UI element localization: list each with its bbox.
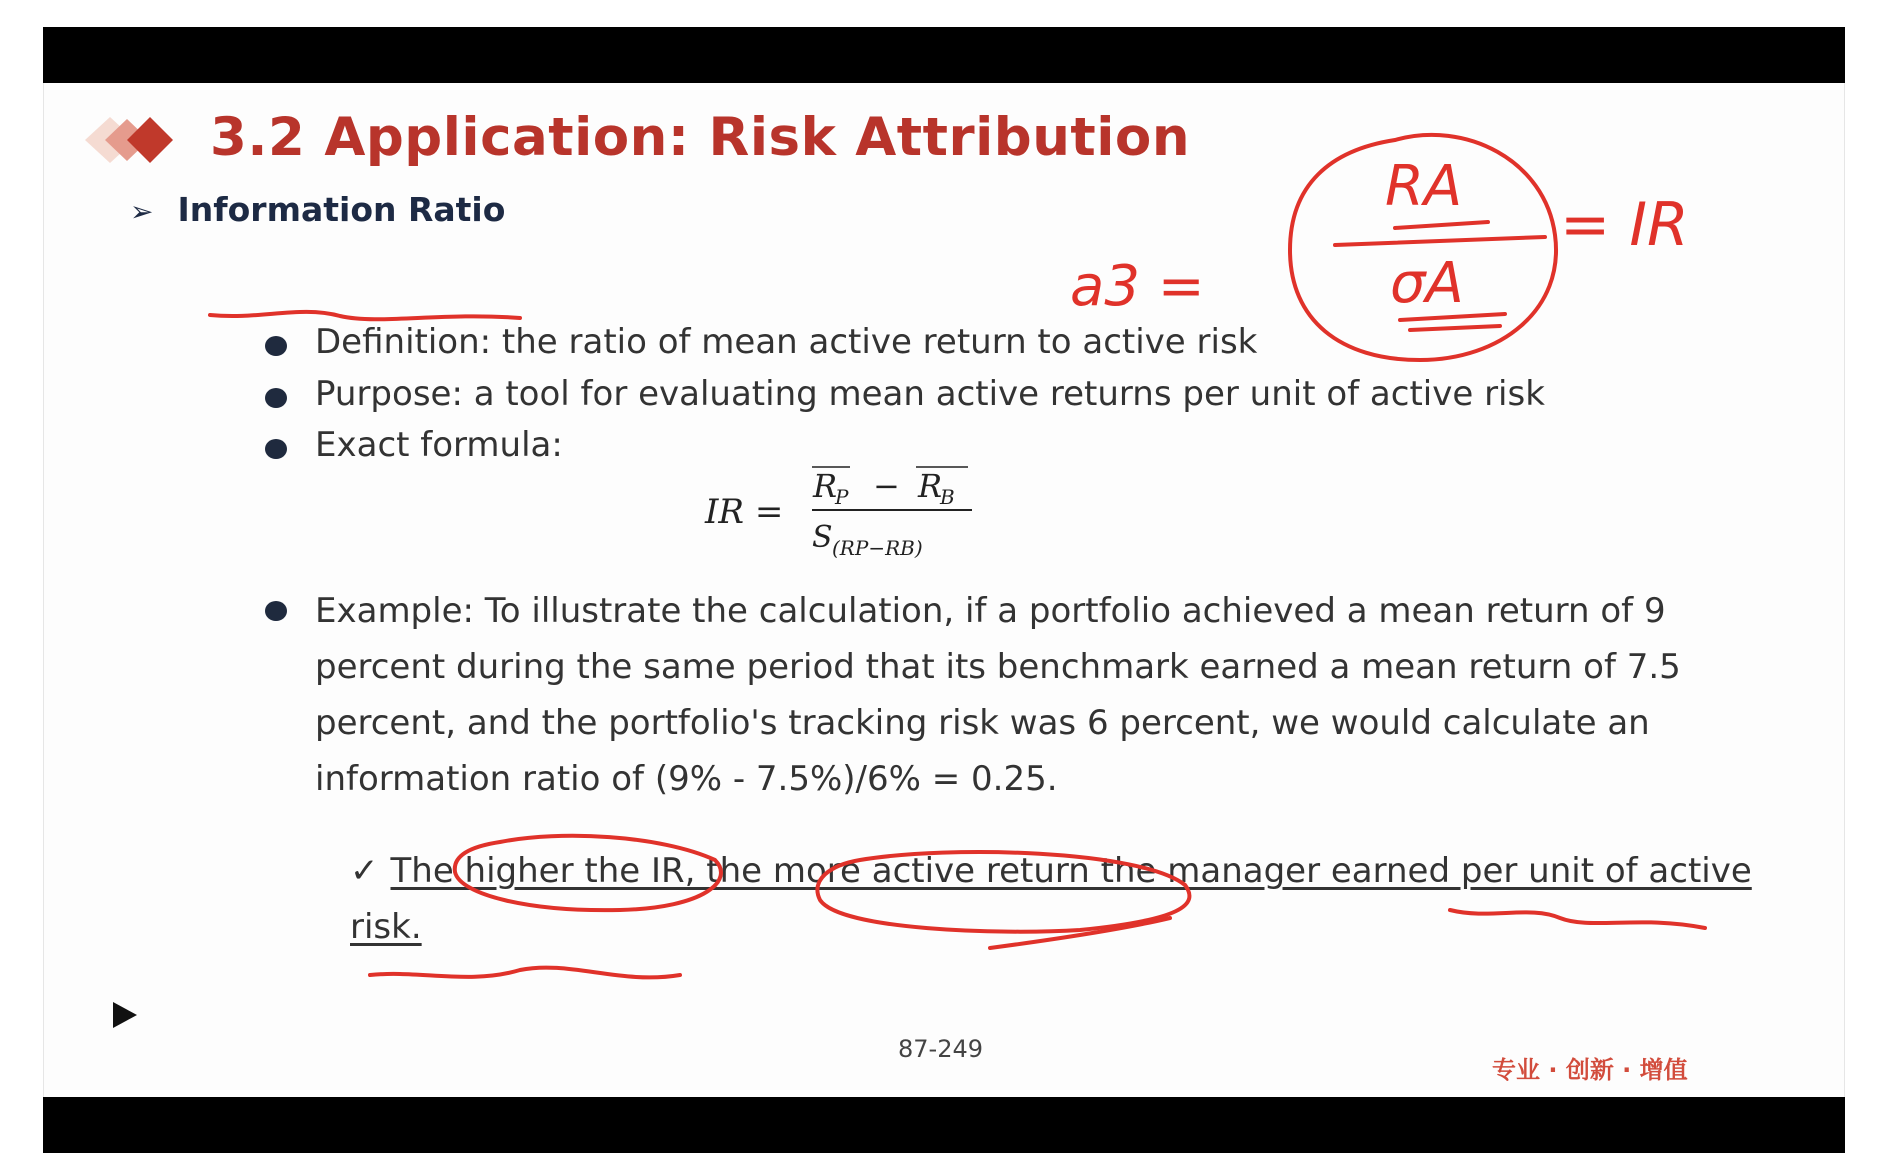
bullet-definition: Definition: the ratio of mean active return to active risk: [315, 322, 1258, 362]
letterbox-bottom: [43, 1097, 1845, 1153]
subheading: [130, 190, 505, 229]
bullet-dot-icon: [265, 439, 287, 459]
formula-s: S: [812, 520, 833, 555]
letterbox-top: [43, 27, 1845, 83]
ink-eq-ir: = IR: [1560, 190, 1689, 260]
ink-ra: RA: [1385, 154, 1463, 219]
ir-formula: [660, 455, 990, 565]
ink-a3-eq: a3 =: [1070, 254, 1205, 319]
ink-sigma-a: σA: [1390, 251, 1464, 316]
formula-minus: −: [873, 467, 900, 505]
bullet-dot-icon: [265, 336, 287, 356]
example-paragraph: Example: To illustrate the calculation, if a portfolio achieved a mean return of 9 percent during the same period that its benchmark earned a mean return of 7.5 percent, and the portfolio's tracking risk was 6 percent, we would calculate an information ratio of (9% - 7.5%)/6% = 0.25.: [315, 591, 1681, 799]
bullet-dot-icon: [265, 388, 287, 408]
bullet-formula-label: Exact formula:: [315, 425, 563, 465]
arrow-bullet-icon: ➢: [130, 195, 154, 228]
bullet-purpose: Purpose: a tool for evaluating mean active returns per unit of active risk: [315, 374, 1545, 414]
formula-rb: R: [918, 467, 943, 505]
footer-brand: 专业 · 创新 · 增值: [1492, 1056, 1688, 1084]
slide-title: 3.2 Application: Risk Attribution: [210, 107, 1191, 168]
page-number: 87-249: [898, 1035, 984, 1063]
conclusion-text: The higher the IR, the more active return the manager earned per unit of active risk.: [350, 851, 1752, 947]
formula-rp: R: [813, 467, 838, 505]
formula-rp-sub: P: [835, 485, 849, 509]
formula-s-sub: (RP−RB): [832, 536, 923, 560]
formula-rb-sub: B: [940, 485, 955, 509]
formula-lhs: IR =: [705, 492, 784, 532]
play-icon[interactable]: [110, 1000, 140, 1030]
diamond-logo-icon: [65, 105, 185, 175]
check-icon: ✓: [350, 851, 379, 891]
conclusion-line: [350, 843, 1770, 955]
subheading-label: Information Ratio: [177, 190, 506, 229]
bullet-dot-icon: [265, 601, 287, 621]
